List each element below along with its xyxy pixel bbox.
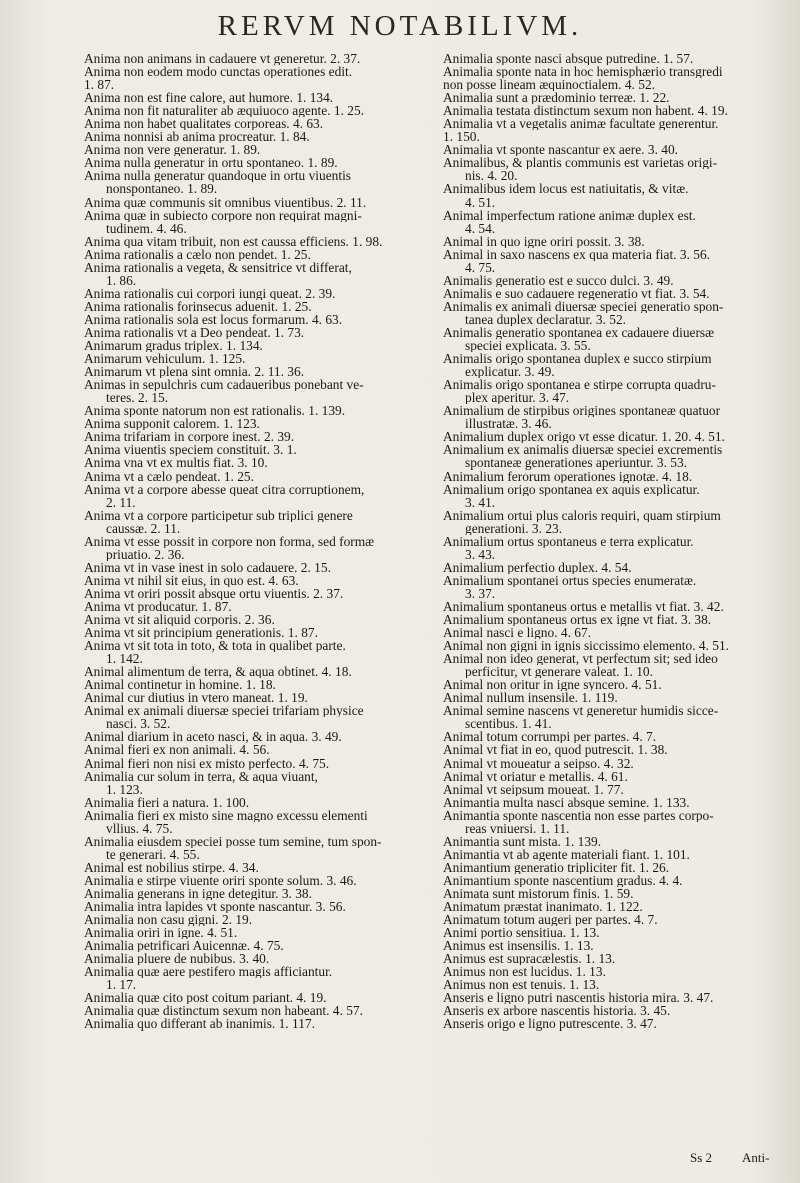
index-entry-line: Animalis generatio spontanea ex cadauere diuersæ	[443, 325, 715, 340]
index-entry-line: 1. 86.	[106, 273, 137, 287]
index-entry-line: Animalibus, & plantis communis est varietas origi-	[443, 156, 718, 170]
index-entry-line: Animalia vt sponte nascantur ex aere. 3. 40.	[443, 143, 679, 157]
index-entry-line: 4. 51.	[465, 195, 496, 209]
index-entry-line: 4. 75.	[465, 260, 496, 274]
index-entry-line: Animal est nobilius stirpe. 4. 34.	[84, 860, 259, 874]
index-entry-line: Animalis origo spontanea duplex e succo stirpium	[443, 352, 712, 366]
index-entry-line: Animalia quæ distinctum sexum non habeant. 4. 57.	[84, 1004, 363, 1018]
index-entry-line: Anseris ex arbore nascentis historia. 3. 45.	[443, 1004, 671, 1018]
index-entry-line: Anima quæ in subiecto corpore non requirat magni-	[84, 208, 362, 222]
index-entry-line: tanea duplex declaratur. 3. 52.	[465, 312, 626, 326]
index-entry-line: Anima rationalis sola est locus formarum. 4. 63.	[84, 312, 343, 326]
index-column-right	[443, 52, 793, 1031]
index-entry-line: Animalium spontanei ortus species enumeratæ.	[443, 573, 697, 587]
index-entry-line: Animalia sponte nata in hoc hemisphærio transgredi	[443, 65, 723, 79]
index-entry-line: Anima rationalis vt a Deo pendeat. 1. 73.	[84, 325, 305, 340]
index-entry-line: Animalia testata distinctum sexum non habent. 4. 19.	[443, 104, 728, 118]
index-entry-line: Animalia fieri a natura. 1. 100.	[84, 795, 250, 809]
index-entry-line: teres. 2. 15.	[106, 391, 169, 405]
index-entry-line: Animantia sponte nascentia non esse partes corpo-	[443, 808, 714, 822]
index-entry-line: 3. 37.	[465, 586, 496, 600]
catchword: Anti-	[742, 1150, 770, 1165]
index-entry-line: Animalia fieri ex misto sine magno excessu elementi	[84, 808, 368, 822]
index-entry-line: Animantia sunt mista. 1. 139.	[443, 834, 602, 848]
index-entry-line: Anima nulla generatur in ortu spontaneo. 1. 89.	[84, 156, 338, 170]
index-entry-line: vllius. 4. 75.	[106, 821, 173, 835]
index-entry-line: Animal nasci e ligno. 4. 67.	[443, 626, 592, 640]
index-entry-line: Animal semine nascens vt generetur humidis sicce-	[443, 704, 719, 718]
index-entry-line: Animantium sponte nascentium gradus. 4. 4.	[443, 873, 683, 887]
index-entry-line: Animantium generatio tripliciter fit. 1. 26.	[443, 860, 670, 874]
index-entry-line: Anima non eodem modo cunctas operationes edit.	[84, 65, 353, 79]
index-entry-line: Animalis ex animali diuersæ speciei generatio spon-	[443, 299, 724, 313]
index-entry-line: Animus est insensilis. 1. 13.	[443, 939, 594, 953]
index-entry-line: perficitur, vt generare valeat. 1. 10.	[465, 665, 653, 679]
index-entry-line: nonspontaneo. 1. 89.	[106, 182, 218, 196]
index-entry-line: Anima non est fine calore, aut humore. 1. 134.	[84, 91, 334, 105]
index-entry-line: Animal diarium in aceto nasci, & in aqua. 3. 49.	[84, 730, 342, 744]
page-title: RERVM NOTABILIVM.	[217, 10, 583, 42]
index-entry-line: Animus non est lucidus. 1. 13.	[443, 965, 606, 979]
index-entry-line: Animas in sepulchris cum cadaueribus ponebant ve-	[84, 378, 364, 392]
index-entry-line: 2. 11.	[106, 495, 136, 509]
index-entry-line: Anima sponte natorum non est rationalis. 1. 139.	[84, 404, 346, 418]
index-entry-line: Anima nulla generatur quandoque in ortu viuentis	[84, 169, 352, 183]
index-entry-line: 1. 123.	[106, 782, 143, 796]
index-entry-line: plex aperitur. 3. 47.	[465, 391, 570, 405]
index-entry-line: Animal fieri ex non animali. 4. 56.	[84, 743, 270, 757]
index-entry-line: Anima vt oriri possit absque ortu viuentis. 2. 37.	[84, 586, 344, 600]
index-entry-line: 4. 54.	[465, 221, 496, 235]
index-entry-line: Animalia pluere de nubibus. 3. 40.	[84, 952, 270, 966]
index-entry-line: Anima non fit naturaliter ab æquiuoco agente. 1. 25.	[84, 104, 365, 118]
index-entry-line: reas vniuersi. 1. 11.	[465, 821, 570, 835]
index-entry-line: Anima vt sit principium generationis. 1. 87.	[84, 626, 318, 640]
index-entry-line: Animal non ideo generat, vt perfectum sit; sed ideo	[443, 652, 718, 666]
index-entry-line: Animal ex animali diuersæ speciei trifariam physice	[84, 704, 364, 718]
index-entry-line: Animata sunt mistorum finis. 1. 59.	[443, 887, 634, 901]
index-entry-line: Anima non animans in cadauere vt generetur. 2. 37.	[84, 52, 361, 66]
index-entry-line: Animalia e stirpe viuente oriri sponte solum. 3. 46.	[84, 873, 357, 887]
index-entry-line: Anima vt sit tota in toto, & tota in qualibet parte.	[84, 639, 346, 653]
index-entry-line: Anima rationalis a cælo non pendet. 1. 25.	[84, 247, 311, 261]
index-entry-line: Animalis generatio est e succo dulci. 3. 49.	[443, 273, 674, 287]
index-entry-line: Anima vt a corpore participetur sub triplici genere	[84, 508, 353, 522]
index-entry-line: Animatum totum augeri per partes. 4. 7.	[443, 913, 658, 927]
index-entry-line: 1. 17.	[106, 978, 137, 992]
index-entry-line: Animalium duplex origo vt esse dicatur. 1. 20. 4. 51.	[443, 430, 725, 444]
index-entry-line: Anima nonnisi ab anima procreatur. 1. 84.	[84, 130, 310, 144]
index-entry-line: Animalis origo spontanea e stirpe corrupta quadru-	[443, 378, 716, 392]
index-entry-line: Anima vt esse possit in corpore non forma, sed formæ	[84, 534, 375, 548]
index-entry-line: Animalia intra lapides vt sponte nascantur. 3. 56.	[84, 900, 346, 914]
index-entry-line: Animal non oritur in igne syncero. 4. 51.	[443, 678, 662, 692]
index-entry-line: Anima rationalis a vegeta, & sensitrice vt differat,	[84, 260, 352, 274]
index-entry-line: Animal totum corrumpi per partes. 4. 7.	[443, 730, 657, 744]
index-entry-line: Anima rationalis forinsecus aduenit. 1. 25.	[84, 299, 312, 313]
index-column-left	[84, 52, 434, 1031]
index-entry-line: Animal in saxo nascens ex qua materia fiat. 3. 56.	[443, 247, 710, 261]
index-entry-line: Animal imperfectum ratione animæ duplex est.	[443, 208, 696, 222]
index-entry-line: speciei explicata. 3. 55.	[465, 339, 591, 353]
index-entry-line: Animal alimentum de terra, & aqua obtinet. 4. 18.	[84, 665, 352, 679]
index-entry-line: Animarum gradus triplex. 1. 134.	[84, 339, 263, 353]
index-entry-line: Anima vt producatur. 1. 87.	[84, 599, 232, 614]
index-entry-line: Animarum vehiculum. 1. 125.	[84, 352, 246, 366]
index-entry-line: Animal fieri non nisi ex misto perfecto. 4. 75.	[84, 756, 330, 770]
index-entry-line: Animalium spontaneus ortus e metallis vt fiat. 3. 42.	[443, 599, 724, 614]
index-entry-line: Animal vt fiat in eo, quod putrescit. 1. 38.	[443, 743, 668, 757]
index-entry-line: tudinem. 4. 46.	[106, 221, 187, 235]
index-entry-line: te generari. 4. 55.	[106, 847, 200, 861]
index-entry-line: Animatum præstat inanimato. 1. 122.	[443, 900, 643, 914]
index-entry-line: priuatio. 2. 36.	[106, 547, 185, 561]
index-entry-line: 1. 87.	[84, 78, 115, 92]
index-entry-line: Animalia cur solum in terra, & aqua viuant,	[84, 769, 318, 783]
index-entry-line: Animalia quo differant ab inanimis. 1. 117.	[84, 1017, 315, 1031]
index-entry-line: Animalibus idem locus est natiuitatis, & vitæ.	[443, 182, 689, 196]
index-entry-line: Anima vt sit aliquid corporis. 2. 36.	[84, 613, 275, 627]
index-entry-line: Animalium ferorum operationes ignotæ. 4. 18.	[443, 469, 693, 483]
index-entry-line: Anima rationalis cui corpori iungi queat. 2. 39.	[84, 286, 336, 300]
index-entry-line: Anima trifariam in corpore inest. 2. 39.	[84, 430, 295, 444]
index-entry-line: non posse lineam æquinoctialem. 4. 52.	[443, 78, 655, 92]
index-entry-line: Animalium de stirpibus origines spontaneæ quatuor	[443, 404, 721, 418]
index-entry-line: Animalia generans in igne detegitur. 3. 38.	[84, 887, 312, 901]
index-entry-line: Anima quæ communis sit omnibus viuentibus. 2. 11.	[84, 195, 367, 209]
index-entry-line: nis. 4. 20.	[465, 169, 518, 183]
index-entry-line: Anima non vere generatur. 1. 89.	[84, 143, 261, 157]
index-entry-line: Animalia petrificari Auicennæ. 4. 75.	[84, 939, 284, 953]
index-entry-line: Animalium ortus spontaneus e terra explicatur.	[443, 534, 694, 548]
index-entry-line: Anima vt in vase inest in solo cadauere. 2. 15.	[84, 560, 331, 574]
index-entry-line: Animal vt seipsum moueat. 1. 77.	[443, 782, 624, 796]
index-entry-line: Anseris e ligno putri nascentis historia mira. 3. 47.	[443, 991, 714, 1005]
index-entry-line: Anima qua vitam tribuit, non est caussa efficiens. 1. 98.	[84, 234, 383, 248]
index-entry-line: Animalia non casu gigni. 2. 19.	[84, 913, 253, 927]
index-entry-line: Animalia vt a vegetalis animæ facultate generentur.	[443, 117, 719, 131]
index-entry-line: Animalium ortui plus caloris requiri, quam stirpium	[443, 508, 721, 522]
index-entry-line: Anima vt a cælo pendeat. 1. 25.	[84, 469, 254, 483]
index-entry-line: Anima vna vt ex multis fiat. 3. 10.	[84, 456, 268, 470]
index-entry-line: Anima supponit calorem. 1. 123.	[84, 417, 260, 431]
index-entry-line: Animalium spontaneus ortus ex igne vt fiat. 3. 38.	[443, 613, 712, 627]
index-entry-line: Anima vt nihil sit eius, in quo est. 4. 63.	[84, 573, 299, 587]
index-entry-line: nasci. 3. 52.	[106, 717, 171, 731]
index-entry-line: Animantia multa nasci absque semine. 1. 133.	[443, 795, 690, 809]
index-entry-line: Anima viuentis speciem constituit. 3. 1.	[84, 443, 297, 457]
index-entry-line: 3. 41.	[465, 495, 496, 509]
signature-mark: Ss 2	[690, 1150, 713, 1165]
index-entry-line: Animal continetur in homine. 1. 18.	[84, 678, 276, 692]
index-entry-line: Animalis e suo cadauere regeneratio vt fiat. 3. 54.	[443, 286, 710, 300]
index-entry-line: Anima non habet qualitates corporeas. 4. 63.	[84, 117, 324, 131]
index-entry-line: Animarum vt plena sint omnia. 2. 11. 36.	[84, 365, 305, 379]
index-entry-line: 3. 43.	[465, 547, 496, 561]
index-entry-line: explicatur. 3. 49.	[465, 365, 555, 379]
index-entry-line: Animalia sponte nasci absque putredine. 1. 57.	[443, 52, 694, 66]
index-entry-line: Anima vt a corpore abesse queat citra corruptionem,	[84, 482, 365, 496]
index-entry-line: illustratæ. 3. 46.	[465, 417, 552, 431]
index-entry-line: Animal non gigni in ignis siccissimo elemento. 4. 51.	[443, 639, 730, 653]
index-entry-line: Animalium perfectio duplex. 4. 54.	[443, 560, 632, 574]
index-entry-line: generationi. 3. 23.	[465, 521, 563, 535]
index-entry-line: Animalia quæ aere pestifero magis afficiantur.	[84, 965, 333, 979]
index-entry-line: scentibus. 1. 41.	[465, 717, 552, 731]
index-entry-line: Animal vt oriatur e metallis. 4. 61.	[443, 769, 628, 783]
index-entry-line: Animantia vt ab agente materiali fiant. 1. 101.	[443, 847, 690, 861]
index-entry-line: Animal vt moueatur a seipso. 4. 32.	[443, 756, 634, 770]
index-entry-line: Animalia sunt a prædominio terreæ. 1. 22.	[443, 91, 670, 105]
index-entry-line: 1. 142.	[106, 652, 143, 666]
index-entry-line: Animus est supracælestis. 1. 13.	[443, 952, 616, 966]
index-entry-line: Animal in quo igne oriri possit. 3. 38.	[443, 234, 645, 248]
index-entry-line: spontaneæ generationes aperiuntur. 3. 53.	[465, 456, 688, 470]
index-entry-line: 1. 150.	[443, 130, 480, 144]
index-entry-line: Animalium origo spontanea ex aquis explicatur.	[443, 482, 700, 496]
index-entry-line: caussæ. 2. 11.	[106, 521, 181, 535]
index-entry-line: Animal cur diutius in vtero maneat. 1. 19.	[84, 691, 308, 705]
index-entry-line: Animus non est tenuis. 1. 13.	[443, 978, 600, 992]
index-entry-line: Animalia quæ cito post coitum pariant. 4. 19.	[84, 991, 327, 1005]
index-entry-line: Animi portio sensitiua. 1. 13.	[443, 926, 600, 940]
index-entry-line: Animalia eiusdem speciei posse tum semine, tum spon-	[84, 834, 382, 848]
index-entry-line: Animal nullum insensile. 1. 119.	[443, 691, 618, 705]
index-entry-line: Animalia oriri in igne. 4. 51.	[84, 926, 238, 940]
index-entry-line: Anseris origo e ligno putrescente. 3. 47.	[443, 1017, 657, 1031]
index-entry-line: Animalium ex animalis diuersæ speciei excrementis	[443, 443, 723, 457]
